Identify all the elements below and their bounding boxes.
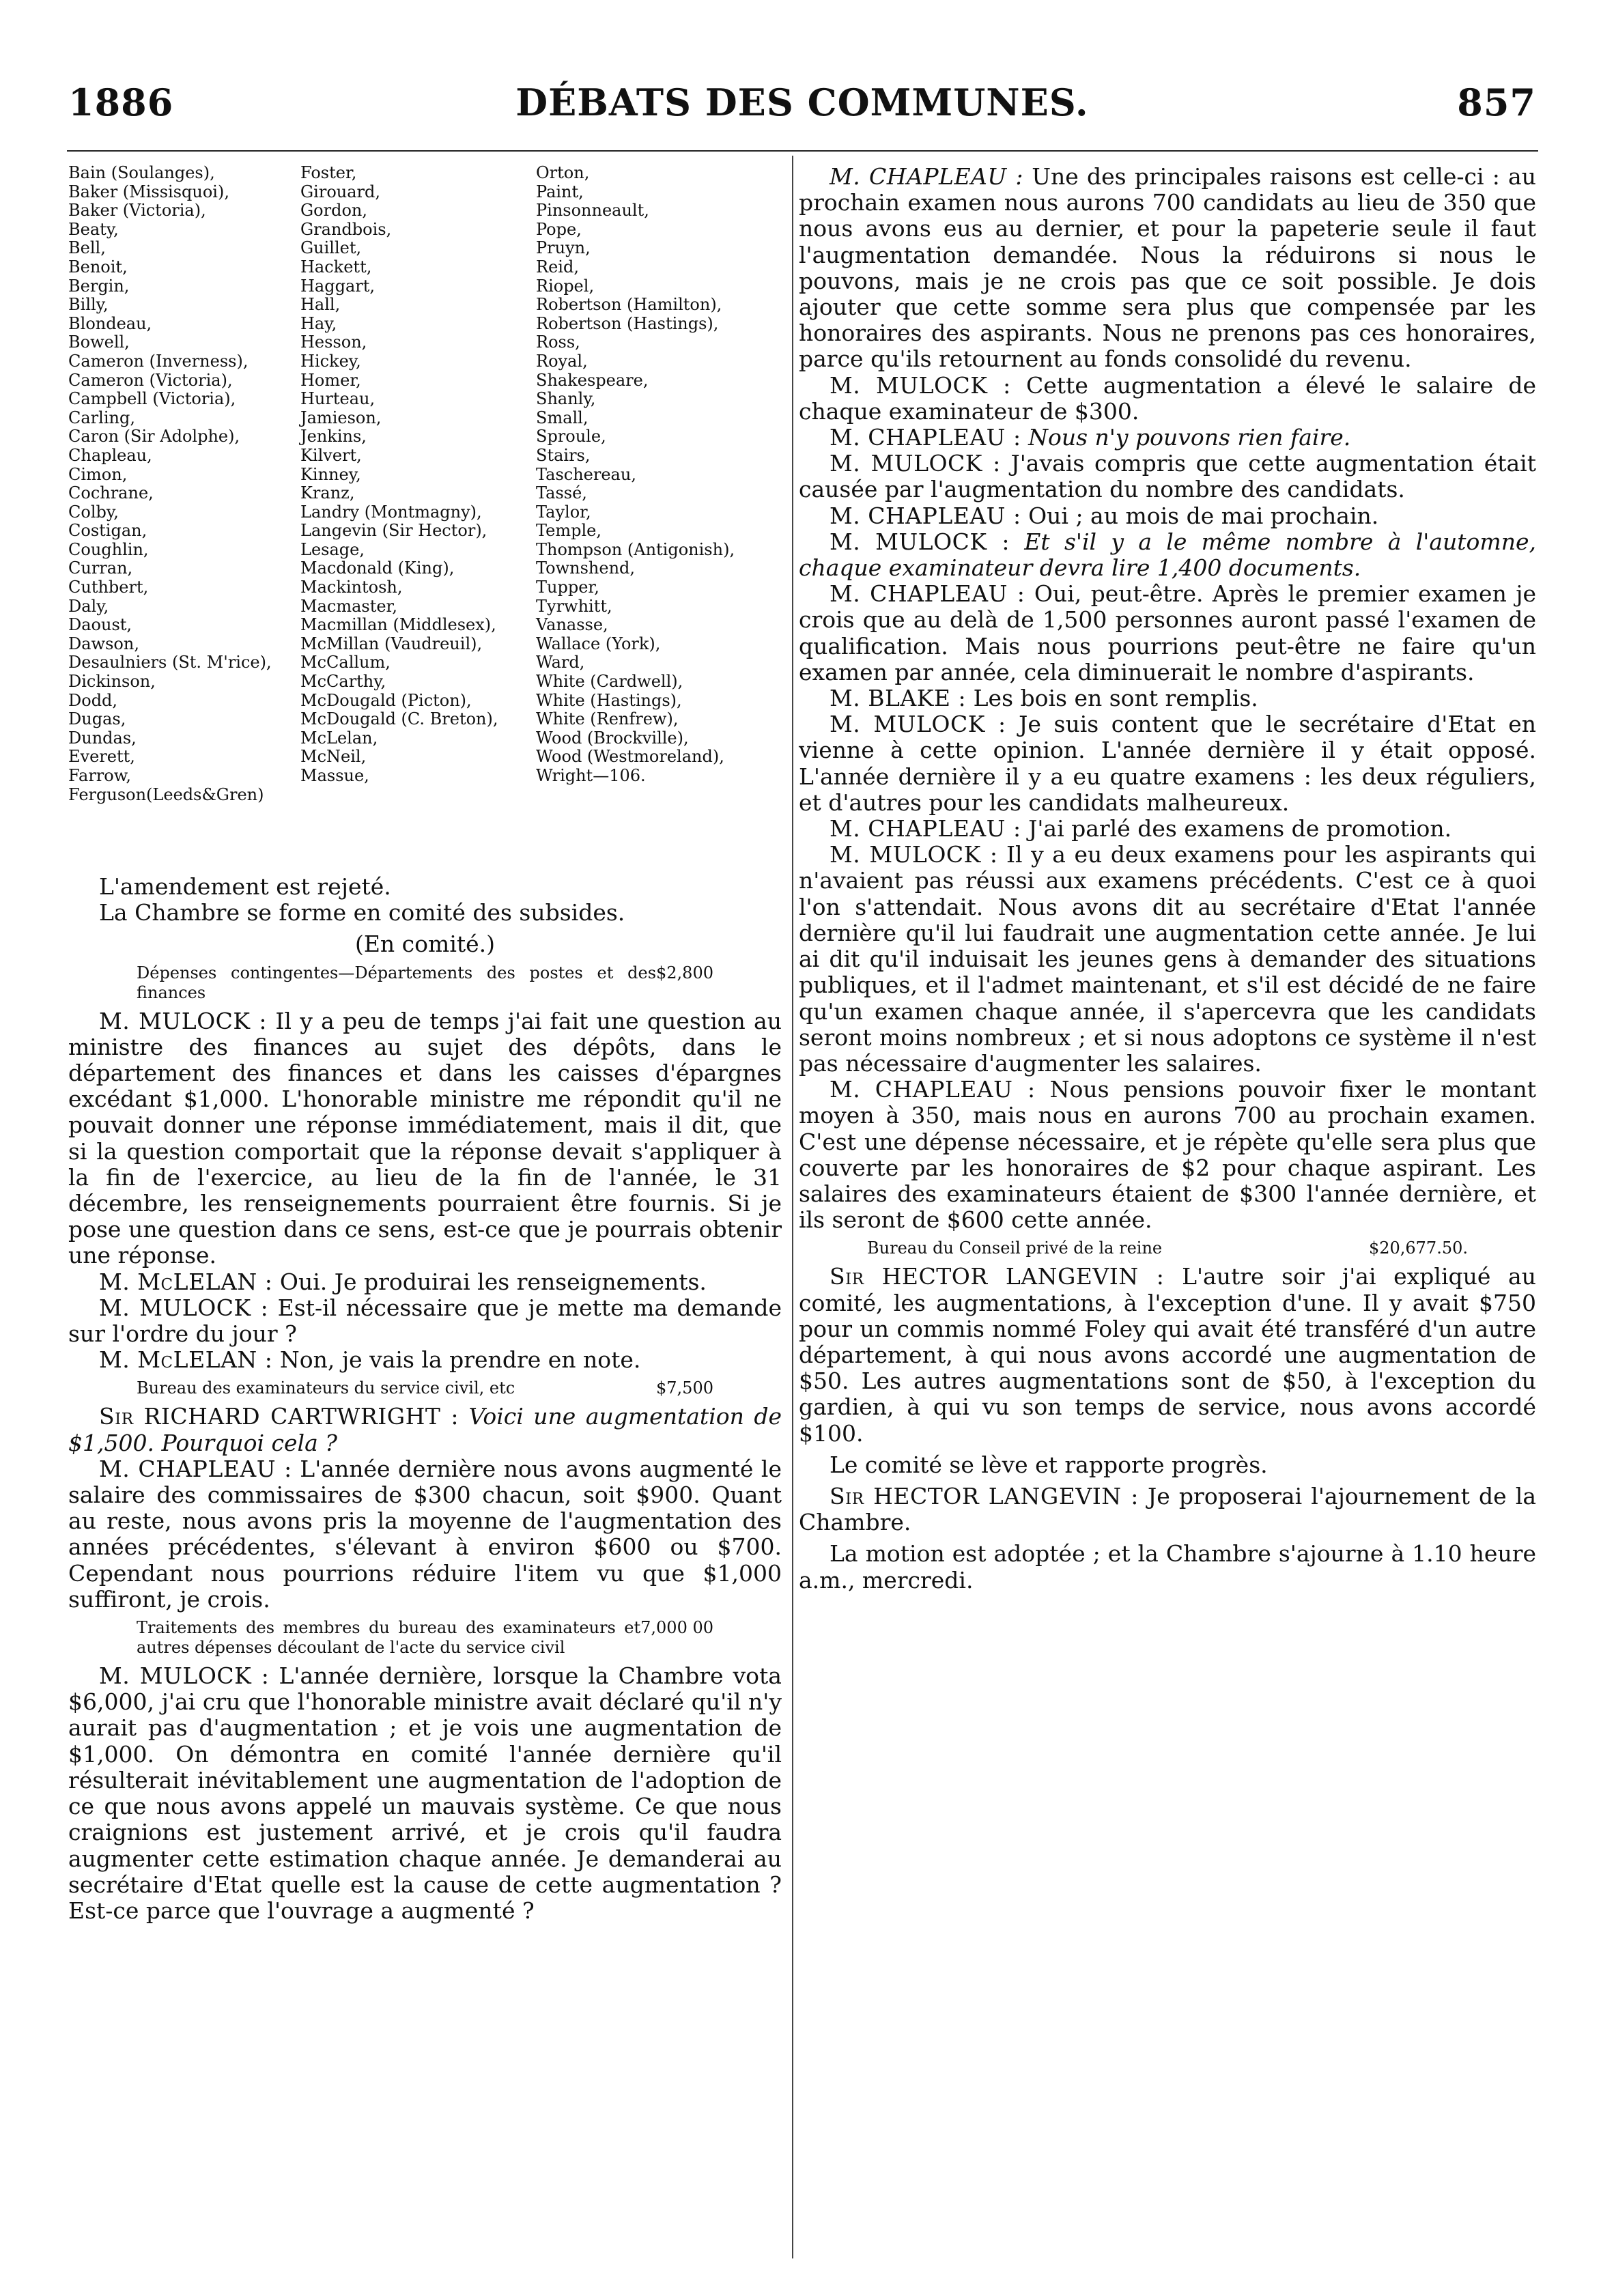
vote-name: Small, [536, 408, 589, 427]
speech-text: Une des principales raisons est celle-ci : au prochain examen nous aurons 700 candidats au lieu de 350 que nous avons eus au dernier, et pour la papeterie seule il faut l'augmentation demandée. Nous la réduirons si nous le pouvons, mais je ne crois pas que ce soit possible. Je dois ajouter que cette somme sera plus que compensée par les honoraires des aspirants. Nous ne prenons pas ces honoraires, parce qu'ils retournent au fonds consolidé du revenu. [799, 163, 1536, 373]
speech [799, 503, 1536, 529]
vote-name: Beaty, [68, 219, 119, 239]
vote-name: Everett, [68, 747, 135, 767]
speaker: M. CHAPLEAU : [830, 424, 1021, 451]
supply-item [68, 1618, 782, 1658]
speaker: Sir RICHARD CARTWRIGHT : [99, 1403, 459, 1430]
vote-name: Haggart, [300, 276, 376, 296]
vote-name: Jenkins, [300, 427, 367, 447]
speech-text: Il y a eu deux examens pour les aspirants qui n'avaient pas réussi aux examens précédents. C'est ce à quoi l'on s'attendait. Nous avons dit au secrétaire d'Etat l'année dernière qu'il lui faudrait une augmentation cette année. Je lui ai dit qu'il induisait les jeunes gens à demander des situations publiques, et il l'admet maintenant, et s'il est décidé de ne faire qu'un examen chaque année, il s'apercevra que les candidats seront moins nombreux ; et si nous adoptons ce système il n'est pas nécessaire d'augmenter les salaires. [799, 841, 1536, 1077]
speech-text: J'ai parlé des examens de promotion. [1028, 815, 1452, 842]
supply-amount: $2,800 [656, 963, 713, 982]
vote-name: Kilvert, [300, 445, 362, 465]
vote-name: Hesson, [300, 332, 367, 352]
speaker: Sir HECTOR LANGEVIN : [830, 1263, 1165, 1290]
vote-name: Shakespeare, [536, 370, 649, 390]
speech [799, 685, 1536, 711]
vote-name: Wallace (York), [536, 634, 661, 653]
vote-name: McLelan, [300, 728, 378, 748]
speaker: M. CHAPLEAU : [830, 815, 1021, 842]
vote-name: Costigan, [68, 521, 147, 541]
vote-name: Mackintosh, [300, 578, 403, 597]
speech [799, 1484, 1536, 1535]
vote-name: McCarthy, [300, 672, 386, 692]
speech [68, 1663, 782, 1924]
vote-name: Curran, [68, 558, 133, 578]
speech-text: L'autre soir j'ai expliqué au comité, les augmentations, à l'exception d'une. Il y avait $750 pour un commis nommé Foley qui avait été transféré d'un autre département, à qui nous avons accordé une augmentation de $50. Les autres augmentations sont de $50, à l'exception du gardien, à qui vu son temps de service, nous avons accordé $100. [799, 1263, 1536, 1447]
vote-name: Kranz, [300, 483, 355, 503]
speaker: M. McLELAN : [99, 1346, 273, 1374]
supply-item [68, 1378, 782, 1398]
vote-name: Girouard, [300, 182, 380, 201]
vote-name: McDougald (C. Breton), [300, 709, 498, 729]
speaker: M. CHAPLEAU : [830, 580, 1025, 608]
column-rule [792, 156, 793, 2258]
supply-item [799, 1238, 1536, 1258]
vote-name: Sproule, [536, 427, 606, 447]
vote-name: Wood (Brockville), [536, 728, 689, 748]
speech-text: Voici une augmentation de $1,500. Pourquoi cela ? [68, 1403, 782, 1456]
speech [799, 451, 1536, 502]
vote-name: Billy, [68, 295, 109, 315]
vote-name: Shanly, [536, 389, 596, 409]
header-year: 1886 [68, 81, 174, 124]
vote-name: Tyrwhitt, [536, 596, 612, 616]
vote-name: Homer, [300, 370, 361, 390]
speech-text: Et s'il y a le même nombre à l'automne, chaque examinateur devra lire 1,400 documents. [799, 528, 1536, 582]
vote-name: Royal, [536, 351, 588, 371]
speech [68, 1456, 782, 1613]
speaker: M. MULOCK : [830, 450, 1001, 477]
vote-name: Taylor, [536, 502, 591, 522]
vote-name: Dickinson, [68, 672, 156, 692]
speech-text: Est-il nécessaire que je mette ma demande sur l'ordre du jour ? [68, 1294, 782, 1348]
speech [799, 1077, 1536, 1233]
vote-name: Jamieson, [300, 408, 382, 427]
speaker: M. CHAPLEAU : [830, 502, 1021, 529]
speech-text: Les bois en sont remplis. [973, 685, 1258, 712]
vote-name: Pinsonneault, [536, 201, 649, 221]
speech [799, 842, 1536, 1077]
speech-text: J'avais compris que cette augmentation était causée par l'augmentation du nombre des candidats. [799, 450, 1536, 503]
speech [799, 1264, 1536, 1446]
vote-name: Daly, [68, 596, 109, 616]
supply-label: Bureau des examinateurs du service civil, etc [137, 1378, 515, 1398]
supply-item [68, 963, 782, 1003]
page-header [68, 81, 1536, 135]
supply-amount: 7,000 00 [640, 1618, 713, 1638]
vote-name: Wood (Westmoreland), [536, 747, 724, 767]
speaker: M. MULOCK : [99, 1294, 269, 1321]
names-column-3 [536, 164, 789, 786]
speech-text: Je suis content que le secrétaire d'Etat en vienne à cette opinion. L'année dernière il y était opposé. L'année dernière il y a eu quatre examens : les deux réguliers, et d'autres pour les candidats malheureux. [799, 711, 1536, 816]
speech [799, 164, 1536, 373]
vote-name: Colby, [68, 502, 119, 522]
vote-name: Hickey, [300, 351, 361, 371]
vote-name: Orton, [536, 163, 590, 182]
vote-name: Robertson (Hastings), [536, 313, 719, 333]
speech-text: Oui. Je produirai les renseignements. [279, 1268, 707, 1295]
vote-name: White (Renfrew), [536, 709, 679, 729]
vote-name: Hall, [300, 295, 341, 315]
vote-name: Blondeau, [68, 313, 152, 333]
vote-name: Carling, [68, 408, 135, 427]
vote-name: Paint, [536, 182, 584, 201]
speech [799, 581, 1536, 685]
vote-name: Dawson, [68, 634, 139, 653]
vote-name: Cochrane, [68, 483, 154, 503]
vote-name: Cameron (Inverness), [68, 351, 249, 371]
vote-name: Landry (Montmagny), [300, 502, 482, 522]
vote-name: McCallum, [300, 653, 391, 672]
speaker: M. MULOCK : [830, 711, 1006, 738]
vote-name: Coughlin, [68, 539, 149, 559]
speaker: M. MULOCK : [99, 1007, 267, 1034]
speaker: M. CHAPLEAU : [830, 163, 1024, 190]
vote-name: Ferguson(Leeds&Gren) [68, 784, 264, 804]
vote-name: Daoust, [68, 615, 132, 635]
vote-name: Riopel, [536, 276, 595, 296]
speech [68, 1269, 782, 1295]
vote-name: Dodd, [68, 690, 118, 710]
vote-name: Ward, [536, 653, 585, 672]
speech [68, 1008, 782, 1269]
vote-name: Desaulniers (St. M'rice), [68, 653, 272, 672]
vote-name: Temple, [536, 521, 601, 541]
speech [68, 1347, 782, 1373]
vote-name: Bell, [68, 238, 106, 258]
supply-label: Dépenses contingentes—Départements des postes et des finances [137, 963, 657, 1002]
speech [799, 373, 1536, 425]
vote-name: White (Hastings), [536, 690, 682, 710]
vote-name: Guillet, [300, 238, 362, 258]
vote-name: Macdonald (King), [300, 558, 455, 578]
names-column-2 [300, 164, 533, 786]
vote-name: Hurteau, [300, 389, 376, 409]
speaker: M. MULOCK : [830, 841, 998, 868]
speech [799, 816, 1536, 842]
vote-name: Macmillan (Middlesex), [300, 615, 496, 635]
vote-name: Bergin, [68, 276, 130, 296]
header-page-number: 857 [1457, 81, 1536, 124]
speaker: M. McLELAN : [99, 1268, 273, 1295]
speech [799, 425, 1536, 451]
vote-name: Townshend, [536, 558, 636, 578]
speaker: M. BLAKE : [830, 685, 967, 712]
vote-name: Dundas, [68, 728, 137, 748]
speech-text: Il y a peu de temps j'ai fait une question au ministre des finances au sujet des dépôts, dans le département des finances et dans les caisses d'épargnes excédant $1,000. L'honorable ministre me répondit qu'il ne pouvait donner une réponse immédiatement, mais il dit, que si la question comportait que la réponse devait s'appliquer à la fin de l'exercice, au lieu de la fin de l'année, le 31 décembre, les renseignements pourraient être fournis. Si je pose une question dans ce sens, est-ce que je pourrais obtenir une réponse. [68, 1007, 782, 1269]
vote-names-list [68, 164, 782, 874]
vote-name: Foster, [300, 163, 357, 182]
speech-text: L'année dernière, lorsque la Chambre vota $6,000, j'ai cru que l'honorable ministre avait déclaré qu'il n'y aurait pas d'augmentation ; et je vois une augmentation de $1,000. On démontra en comité l'année dernière qu'il résulterait inévitablement une augmentation de l'adoption de ce que nous avons appelé un mauvais système. Ce que nous craignions est justement arrivé, et je crois qu'il faudra augmenter cette estimation chaque année. Je demanderai au secrétaire d'Etat quelle est la cause de cette augmentation ? Est-ce parce que l'ouvrage a augmenté ? [68, 1662, 782, 1924]
vote-name: Cuthbert, [68, 578, 149, 597]
vote-name: Taschereau, [536, 464, 636, 484]
section-heading: (En comité.) [354, 931, 496, 958]
paragraph: La motion est adoptée ; et la Chambre s'ajourne à 1.10 heure a.m., mercredi. [799, 1540, 1536, 1593]
vote-name: Langevin (Sir Hector), [300, 521, 487, 541]
supply-label: Traitements des membres du bureau des examinateurs et autres dépenses découlant de l'acte du service civil [137, 1618, 641, 1658]
names-column-1 [68, 164, 294, 804]
speech-text: Je proposerai l'ajournement de la Chambre. [799, 1482, 1536, 1536]
speaker: M. CHAPLEAU : [830, 1076, 1036, 1103]
vote-name: Massue, [300, 766, 369, 785]
vote-name: Cimon, [68, 464, 128, 484]
speech-text: L'année dernière nous avons augmenté le salaire des commissaires de $300 chacun, soit $900. Quant au reste, nous avons pris la moyenne de l'augmentation des années précédentes, s'élevant à environ $600 ou $700. Cependant nous pourrions réduire l'item vu que $1,000 suffiront, je crois. [68, 1455, 782, 1613]
speech [799, 711, 1536, 816]
vote-name: Kinney, [300, 464, 361, 484]
vote-name: Reid, [536, 257, 579, 277]
vote-name: Tupper, [536, 578, 599, 597]
vote-name: Robertson (Hamilton), [536, 295, 722, 315]
vote-name: White (Cardwell), [536, 672, 683, 692]
supply-amount: $20,677.50. [1368, 1238, 1468, 1258]
paragraph: La Chambre se forme en comité des subsides. [99, 899, 625, 926]
speech-text: Oui ; au mois de mai prochain. [1028, 502, 1379, 529]
vote-name: McMillan (Vaudreuil), [300, 634, 483, 653]
vote-name: McNeil, [300, 747, 367, 767]
vote-name: Baker (Missisquoi), [68, 182, 229, 201]
vote-name: Bain (Soulanges), [68, 163, 215, 182]
vote-name: Grandbois, [300, 219, 392, 239]
vote-name: Ross, [536, 332, 580, 352]
vote-name: Caron (Sir Adolphe), [68, 427, 240, 447]
vote-name: Tassé, [536, 483, 587, 503]
paragraph: L'amendement est rejeté. [99, 873, 391, 900]
paragraph: Le comité se lève et rapporte progrès. [830, 1451, 1268, 1478]
vote-name: Cameron (Victoria), [68, 370, 233, 390]
vote-name: Lesage, [300, 539, 365, 559]
speech-text: Oui, peut-être. Après le premier examen je crois que au delà de 1,500 personnes auront passé l'examen de qualification. Mais nous pourrions peut-être ne faire qu'un examen par année, cela diminuerait le nombre d'aspirants. [799, 580, 1536, 685]
vote-name: Gordon, [300, 201, 367, 221]
header-rule [67, 150, 1538, 152]
vote-name: Campbell (Victoria), [68, 389, 236, 409]
speaker: M. MULOCK : [99, 1662, 270, 1690]
speech-text: Nous n'y pouvons rien faire. [1028, 424, 1351, 451]
speech [68, 1404, 782, 1456]
speaker: M. MULOCK : [830, 528, 1010, 555]
vote-name: Chapleau, [68, 445, 152, 465]
vote-name: Stairs, [536, 445, 591, 465]
vote-name: Pope, [536, 219, 582, 239]
speaker: M. MULOCK : [830, 371, 1011, 399]
header-title: DÉBATS DES COMMUNES. [515, 81, 1089, 124]
vote-name: Hay, [300, 313, 337, 333]
vote-name: Vanasse, [536, 615, 608, 635]
speech-text: Nous pensions pouvoir fixer le montant moyen à 350, mais nous en aurons 700 au prochain examen. C'est une dépense nécessaire, et je répète qu'elle sera plus que couverte par les honoraires de $2 pour chaque aspirant. Les salaires des examinateurs étaient de $300 l'année dernière, et ils seront de $600 cette année. [799, 1076, 1536, 1234]
vote-name: McDougald (Picton), [300, 690, 472, 710]
speech-text: Cette augmentation a élevé le salaire de chaque examinateur de $300. [799, 371, 1536, 425]
vote-name: Macmaster, [300, 596, 398, 616]
speech-text: Non, je vais la prendre en note. [279, 1346, 641, 1374]
vote-name: Dugas, [68, 709, 126, 729]
supply-amount: $7,500 [656, 1378, 713, 1398]
vote-name: Farrow, [68, 766, 132, 785]
vote-name: Benoit, [68, 257, 128, 277]
speech [799, 529, 1536, 581]
speaker: Sir HECTOR LANGEVIN : [830, 1482, 1139, 1510]
vote-name: Thompson (Antigonish), [536, 539, 735, 559]
vote-name: Bowell, [68, 332, 130, 352]
speaker: M. CHAPLEAU : [99, 1455, 292, 1482]
right-column [799, 164, 1536, 1593]
left-column [68, 164, 782, 1924]
vote-name: Wright—106. [536, 766, 646, 785]
vote-name: Hackett, [300, 257, 372, 277]
vote-name: Baker (Victoria), [68, 201, 206, 221]
supply-label: Bureau du Conseil privé de la reine [867, 1238, 1163, 1258]
vote-name: Pruyn, [536, 238, 591, 258]
speech [68, 1295, 782, 1347]
